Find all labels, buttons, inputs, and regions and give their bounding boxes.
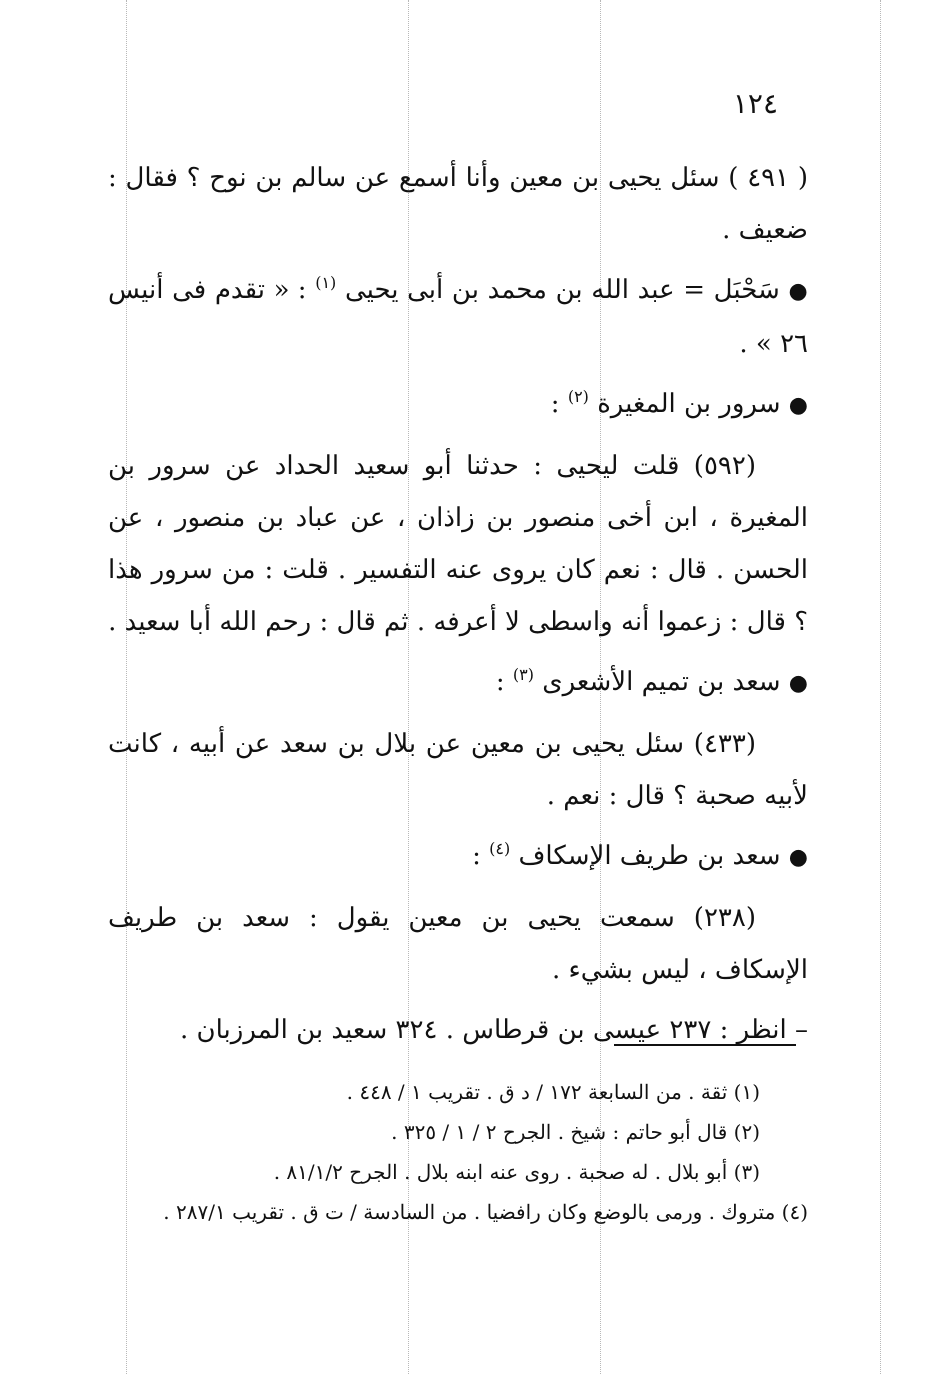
footnote-1: (١) ثقة . من السابعة ١٧٢ / د ق . تقريب ١ / ٤٤٨ . bbox=[346, 1080, 760, 1104]
see-also: – انظر : ٢٣٧ عيسى بن قرطاس . ٣٢٤ سعيد بن المرزبان . bbox=[180, 1015, 808, 1045]
entry-433: (٤٣٣) سئل يحيى بن معين عن بلال بن سعد عن أبيه ، كانت لأبيه صحبة ؟ قال : نعم . bbox=[108, 729, 808, 811]
bullet-icon: ● bbox=[788, 279, 809, 304]
heading-name: سعد بن تميم الأشعرى bbox=[542, 667, 781, 697]
heading-saad-tamim bbox=[108, 656, 808, 710]
entry-238: (٢٣٨) سمعت يحيى بن معين يقول : سعد بن طريف الإسكاف ، ليس بشيء . bbox=[108, 903, 808, 985]
entry-491: ( ٤٩١ ) سئل يحيى بن معين وأنا أسمع عن سالم بن نوح ؟ فقال : ضعيف . bbox=[108, 163, 808, 245]
page-number: ١٢٤ bbox=[732, 87, 778, 120]
heading-surur bbox=[108, 378, 808, 432]
heading-name: سَحْبَل = عبد الله بن محمد بن أبى يحيى bbox=[344, 275, 780, 305]
footnote-separator bbox=[614, 1044, 796, 1046]
heading-tail: : bbox=[550, 389, 560, 419]
heading-tail: : « تقدم فى أنيس ٢٦ » . bbox=[108, 275, 808, 359]
footnote-marker[interactable]: (٢) bbox=[567, 387, 589, 406]
bullet-icon: ● bbox=[788, 393, 808, 418]
footnote-marker[interactable]: (٤) bbox=[489, 839, 511, 858]
bullet-icon: ● bbox=[788, 671, 808, 696]
heading-sahbal bbox=[108, 264, 808, 370]
heading-name: سرور بن المغيرة bbox=[597, 389, 781, 419]
heading-tail: : bbox=[495, 667, 505, 697]
footnotes bbox=[108, 1072, 808, 1232]
footnote-marker[interactable]: (٣) bbox=[512, 665, 534, 684]
body-text bbox=[108, 152, 808, 1064]
heading-name: سعد بن طريف الإسكاف bbox=[518, 841, 781, 871]
footnote-4: (٤) متروك . ورمى بالوضع وكان رافضيا . من السادسة / ت ق . تقريب ٢٨٧/١ . bbox=[163, 1200, 808, 1224]
footnote-2: (٢) قال أبو حاتم : شيخ . الجرح ٢ / ١ / ٣٢٥ . bbox=[391, 1120, 760, 1144]
bullet-icon: ● bbox=[788, 845, 808, 870]
scan-line bbox=[880, 0, 881, 1374]
footnote-marker[interactable]: (١) bbox=[315, 273, 337, 292]
footnote-3: (٣) أبو بلال . له صحبة . روى عنه ابنه بلال . الجرح ٨١/١/٢ . bbox=[273, 1160, 760, 1184]
entry-592: (٥٩٢) قلت ليحيى : حدثنا أبو سعيد الحداد عن سرور بن المغيرة ، ابن أخى منصور بن زاذان ، عن عباد بن منصور ، عن الحسن . قال : نعم كان يروى عنه التفسير . قلت : من سرور هذا ؟ قال : زعموا أنه واسطى لا أعرفه . ثم قال : رحم الله أبا سعيد . bbox=[108, 451, 808, 637]
heading-saad-tarif bbox=[108, 830, 808, 884]
heading-tail: : bbox=[472, 841, 481, 871]
